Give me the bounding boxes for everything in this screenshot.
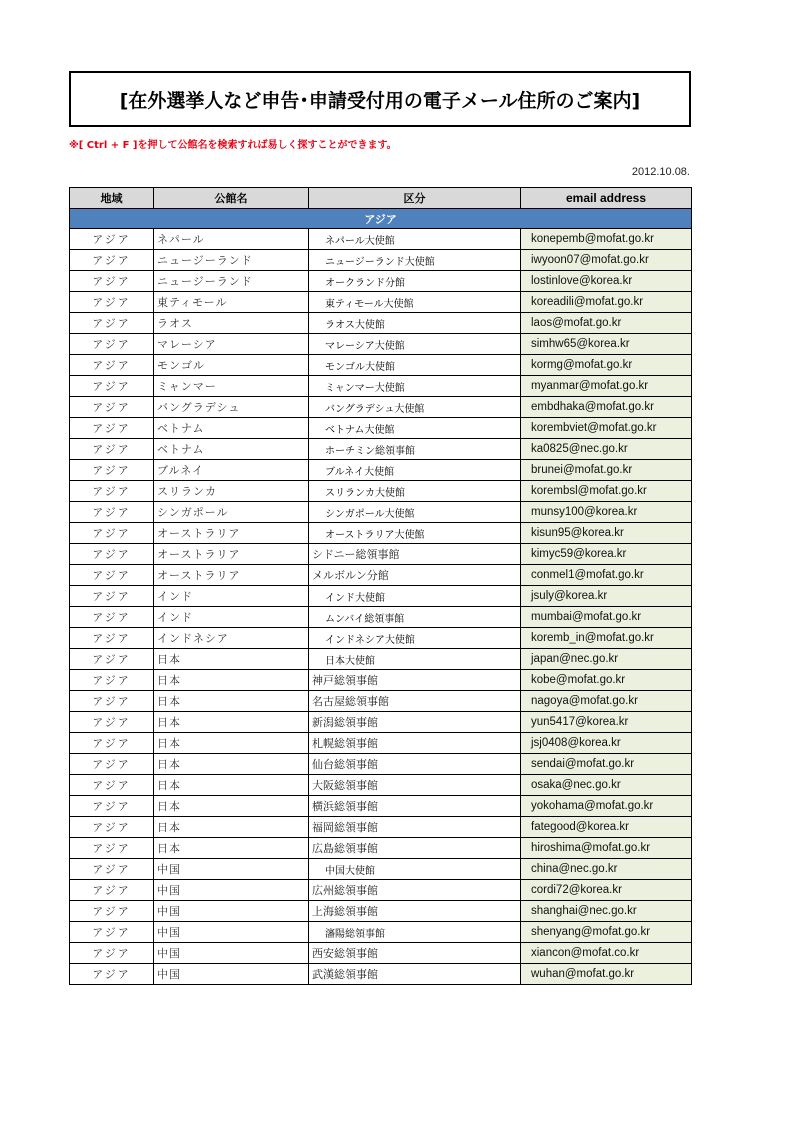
embassy-email-table bbox=[69, 187, 692, 985]
table-row bbox=[70, 964, 692, 985]
region-cell: アジア bbox=[70, 607, 154, 628]
division-cell: 大阪総領事館 bbox=[309, 775, 521, 796]
email-cell: china@nec.go.kr bbox=[521, 859, 692, 880]
email-cell: jsj0408@korea.kr bbox=[521, 733, 692, 754]
email-cell: korembviet@mofat.go.kr bbox=[521, 418, 692, 439]
division-cell: スリランカ大使館 bbox=[309, 481, 521, 502]
email-cell: xiancon@mofat.co.kr bbox=[521, 943, 692, 964]
region-cell: アジア bbox=[70, 691, 154, 712]
email-cell: yokohama@mofat.go.kr bbox=[521, 796, 692, 817]
table-row bbox=[70, 313, 692, 334]
division-cell: オークランド分館 bbox=[309, 271, 521, 292]
office-cell: 日本 bbox=[154, 817, 309, 838]
office-cell: ネパール bbox=[154, 229, 309, 250]
division-cell: マレーシア大使館 bbox=[309, 334, 521, 355]
office-cell: ベトナム bbox=[154, 418, 309, 439]
division-cell: ネパール大使館 bbox=[309, 229, 521, 250]
region-cell: アジア bbox=[70, 334, 154, 355]
region-cell: アジア bbox=[70, 565, 154, 586]
division-cell: 神戸総領事館 bbox=[309, 670, 521, 691]
office-cell: 日本 bbox=[154, 733, 309, 754]
email-cell: embdhaka@mofat.go.kr bbox=[521, 397, 692, 418]
region-cell: アジア bbox=[70, 439, 154, 460]
region-cell: アジア bbox=[70, 733, 154, 754]
table-row bbox=[70, 880, 692, 901]
region-cell: アジア bbox=[70, 229, 154, 250]
section-label: アジア bbox=[70, 209, 692, 229]
office-cell: 日本 bbox=[154, 712, 309, 733]
table-row bbox=[70, 817, 692, 838]
search-hint-notice: ※[ Ctrl + F ]を押して公館名を検索すれば易しく探すことができます。 bbox=[69, 140, 397, 151]
office-cell: オーストラリア bbox=[154, 544, 309, 565]
header-division: 区分 bbox=[309, 188, 521, 209]
table-row bbox=[70, 796, 692, 817]
division-cell: メルボルン分館 bbox=[309, 565, 521, 586]
header-region: 地域 bbox=[70, 188, 154, 209]
header-email: email address bbox=[521, 188, 692, 209]
region-cell: アジア bbox=[70, 418, 154, 439]
region-cell: アジア bbox=[70, 355, 154, 376]
division-cell: ラオス大使館 bbox=[309, 313, 521, 334]
division-cell: モンゴル大使館 bbox=[309, 355, 521, 376]
division-cell: 中国大使館 bbox=[309, 859, 521, 880]
division-cell: ニュージーランド大使館 bbox=[309, 250, 521, 271]
email-cell: nagoya@mofat.go.kr bbox=[521, 691, 692, 712]
email-cell: kimyc59@korea.kr bbox=[521, 544, 692, 565]
table-row bbox=[70, 586, 692, 607]
table-row bbox=[70, 502, 692, 523]
table-row bbox=[70, 271, 692, 292]
division-cell: 広島総領事館 bbox=[309, 838, 521, 859]
email-cell: shanghai@nec.go.kr bbox=[521, 901, 692, 922]
division-cell: 瀋陽総領事館 bbox=[309, 922, 521, 943]
email-cell: laos@mofat.go.kr bbox=[521, 313, 692, 334]
office-cell: インドネシア bbox=[154, 628, 309, 649]
email-cell: koreadili@mofat.go.kr bbox=[521, 292, 692, 313]
email-cell: japan@nec.go.kr bbox=[521, 649, 692, 670]
office-cell: モンゴル bbox=[154, 355, 309, 376]
office-cell: ラオス bbox=[154, 313, 309, 334]
table-row bbox=[70, 334, 692, 355]
region-cell: アジア bbox=[70, 796, 154, 817]
office-cell: 中国 bbox=[154, 943, 309, 964]
division-cell: 横浜総領事館 bbox=[309, 796, 521, 817]
division-cell: ベトナム大使館 bbox=[309, 418, 521, 439]
region-cell: アジア bbox=[70, 397, 154, 418]
region-cell: アジア bbox=[70, 943, 154, 964]
region-cell: アジア bbox=[70, 544, 154, 565]
table-row bbox=[70, 922, 692, 943]
email-cell: sendai@mofat.go.kr bbox=[521, 754, 692, 775]
region-cell: アジア bbox=[70, 922, 154, 943]
email-cell: fategood@korea.kr bbox=[521, 817, 692, 838]
office-cell: ニュージーランド bbox=[154, 250, 309, 271]
email-cell: ka0825@nec.go.kr bbox=[521, 439, 692, 460]
region-cell: アジア bbox=[70, 502, 154, 523]
document-date: 2012.10.08. bbox=[631, 166, 690, 178]
division-cell: 東ティモール大使館 bbox=[309, 292, 521, 313]
table-row bbox=[70, 733, 692, 754]
email-cell: kisun95@korea.kr bbox=[521, 523, 692, 544]
office-cell: ブルネイ bbox=[154, 460, 309, 481]
email-cell: iwyoon07@mofat.go.kr bbox=[521, 250, 692, 271]
email-cell: kobe@mofat.go.kr bbox=[521, 670, 692, 691]
division-cell: 西安総領事館 bbox=[309, 943, 521, 964]
email-cell: lostinlove@korea.kr bbox=[521, 271, 692, 292]
office-cell: 日本 bbox=[154, 691, 309, 712]
email-cell: konepemb@mofat.go.kr bbox=[521, 229, 692, 250]
table-row bbox=[70, 649, 692, 670]
email-cell: korembsl@mofat.go.kr bbox=[521, 481, 692, 502]
region-cell: アジア bbox=[70, 649, 154, 670]
division-cell: 広州総領事館 bbox=[309, 880, 521, 901]
email-cell: myanmar@mofat.go.kr bbox=[521, 376, 692, 397]
table-row bbox=[70, 775, 692, 796]
region-cell: アジア bbox=[70, 838, 154, 859]
office-cell: 日本 bbox=[154, 775, 309, 796]
table-row bbox=[70, 481, 692, 502]
office-cell: 中国 bbox=[154, 859, 309, 880]
office-cell: インド bbox=[154, 607, 309, 628]
office-cell: ミャンマー bbox=[154, 376, 309, 397]
table-body bbox=[70, 209, 692, 985]
region-cell: アジア bbox=[70, 880, 154, 901]
division-cell: バングラデシュ大使館 bbox=[309, 397, 521, 418]
email-cell: osaka@nec.go.kr bbox=[521, 775, 692, 796]
office-cell: 日本 bbox=[154, 754, 309, 775]
region-cell: アジア bbox=[70, 481, 154, 502]
office-cell: インド bbox=[154, 586, 309, 607]
office-cell: バングラデシュ bbox=[154, 397, 309, 418]
email-cell: koremb_in@mofat.go.kr bbox=[521, 628, 692, 649]
email-cell: jsuly@korea.kr bbox=[521, 586, 692, 607]
region-cell: アジア bbox=[70, 712, 154, 733]
office-cell: オーストラリア bbox=[154, 523, 309, 544]
table-row bbox=[70, 523, 692, 544]
email-cell: shenyang@mofat.go.kr bbox=[521, 922, 692, 943]
office-cell: マレーシア bbox=[154, 334, 309, 355]
email-cell: conmel1@mofat.go.kr bbox=[521, 565, 692, 586]
division-cell: ムンバイ総領事館 bbox=[309, 607, 521, 628]
office-cell: ベトナム bbox=[154, 439, 309, 460]
office-cell: 日本 bbox=[154, 796, 309, 817]
table-row bbox=[70, 943, 692, 964]
office-cell: 中国 bbox=[154, 901, 309, 922]
table-row bbox=[70, 439, 692, 460]
table-row bbox=[70, 691, 692, 712]
table-header-row bbox=[70, 188, 692, 209]
division-cell: シドニー総領事館 bbox=[309, 544, 521, 565]
region-cell: アジア bbox=[70, 964, 154, 985]
email-cell: wuhan@mofat.go.kr bbox=[521, 964, 692, 985]
division-cell: 日本大使館 bbox=[309, 649, 521, 670]
header-office: 公館名 bbox=[154, 188, 309, 209]
office-cell: 日本 bbox=[154, 838, 309, 859]
table-row bbox=[70, 565, 692, 586]
document-title-box bbox=[69, 71, 691, 127]
table-row bbox=[70, 859, 692, 880]
table-row bbox=[70, 229, 692, 250]
division-cell: 上海総領事館 bbox=[309, 901, 521, 922]
email-cell: brunei@mofat.go.kr bbox=[521, 460, 692, 481]
table-row bbox=[70, 901, 692, 922]
division-cell: オーストラリア大使館 bbox=[309, 523, 521, 544]
region-cell: アジア bbox=[70, 670, 154, 691]
office-cell: ニュージーランド bbox=[154, 271, 309, 292]
office-cell: 中国 bbox=[154, 880, 309, 901]
office-cell: 中国 bbox=[154, 964, 309, 985]
email-cell: simhw65@korea.kr bbox=[521, 334, 692, 355]
division-cell: 武漢総領事館 bbox=[309, 964, 521, 985]
table-row bbox=[70, 544, 692, 565]
table-row bbox=[70, 250, 692, 271]
region-cell: アジア bbox=[70, 313, 154, 334]
office-cell: 東ティモール bbox=[154, 292, 309, 313]
email-cell: mumbai@mofat.go.kr bbox=[521, 607, 692, 628]
region-cell: アジア bbox=[70, 586, 154, 607]
region-cell: アジア bbox=[70, 754, 154, 775]
region-cell: アジア bbox=[70, 271, 154, 292]
division-cell: 札幌総領事館 bbox=[309, 733, 521, 754]
division-cell: インドネシア大使館 bbox=[309, 628, 521, 649]
region-cell: アジア bbox=[70, 460, 154, 481]
office-cell: シンガポール bbox=[154, 502, 309, 523]
division-cell: ブルネイ大使館 bbox=[309, 460, 521, 481]
email-cell: munsy100@korea.kr bbox=[521, 502, 692, 523]
region-cell: アジア bbox=[70, 859, 154, 880]
table-row bbox=[70, 397, 692, 418]
office-cell: スリランカ bbox=[154, 481, 309, 502]
division-cell: ミャンマー大使館 bbox=[309, 376, 521, 397]
table-row bbox=[70, 355, 692, 376]
table-row bbox=[70, 460, 692, 481]
division-cell: 福岡総領事館 bbox=[309, 817, 521, 838]
division-cell: 新潟総領事館 bbox=[309, 712, 521, 733]
region-cell: アジア bbox=[70, 901, 154, 922]
document-title: [在外選挙人など申告･申請受付用の電子メール住所のご案内] bbox=[119, 89, 641, 112]
division-cell: 仙台総領事館 bbox=[309, 754, 521, 775]
table-row bbox=[70, 670, 692, 691]
region-cell: アジア bbox=[70, 628, 154, 649]
region-cell: アジア bbox=[70, 523, 154, 544]
region-cell: アジア bbox=[70, 775, 154, 796]
division-cell: ホーチミン総領事館 bbox=[309, 439, 521, 460]
region-cell: アジア bbox=[70, 292, 154, 313]
office-cell: オーストラリア bbox=[154, 565, 309, 586]
table-row bbox=[70, 754, 692, 775]
email-cell: yun5417@korea.kr bbox=[521, 712, 692, 733]
table-row bbox=[70, 712, 692, 733]
table-row bbox=[70, 607, 692, 628]
region-cell: アジア bbox=[70, 376, 154, 397]
office-cell: 日本 bbox=[154, 649, 309, 670]
office-cell: 日本 bbox=[154, 670, 309, 691]
table-row bbox=[70, 292, 692, 313]
table-row bbox=[70, 376, 692, 397]
email-cell: cordi72@korea.kr bbox=[521, 880, 692, 901]
section-row bbox=[70, 209, 692, 229]
table-row bbox=[70, 418, 692, 439]
division-cell: インド大使館 bbox=[309, 586, 521, 607]
region-cell: アジア bbox=[70, 817, 154, 838]
table-row bbox=[70, 628, 692, 649]
region-cell: アジア bbox=[70, 250, 154, 271]
table-row bbox=[70, 838, 692, 859]
division-cell: 名古屋総領事館 bbox=[309, 691, 521, 712]
email-cell: kormg@mofat.go.kr bbox=[521, 355, 692, 376]
office-cell: 中国 bbox=[154, 922, 309, 943]
email-cell: hiroshima@mofat.go.kr bbox=[521, 838, 692, 859]
division-cell: シンガポール大使館 bbox=[309, 502, 521, 523]
